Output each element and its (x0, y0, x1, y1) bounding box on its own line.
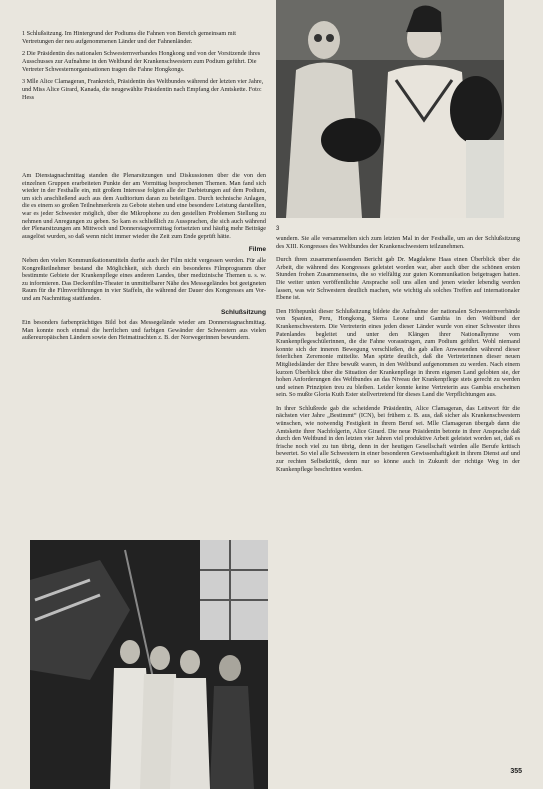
left-paragraph-3: Ein besonders farbenprächtiges Bild bot das Messegelände wieder am Donnerstagnachmittag. Man konnte noch einmal die herrlichen und farbigen Gewänder der Schwestern aus vielen außereuropäischen Ländern sowie den Heimattrachten z. B. der Norwegerinnen bewundern. (22, 319, 266, 342)
right-paragraph-2: Durch ihren zusammenfassenden Bericht gab Dr. Magdalene Haas einen Überblick über die Arbeit, die während des Kongresses geleistet worden war, aber auch über die schönen ersten Stunden frohen Zusammenseins, die so vielfältig zur guten Kommunikation beigetragen hatten. Die weiter unten veröffentlichte Ansprache soll uns allen und jenen wieder lebendig werden lassen, was wir Schwestern deutlich machen, wie wichtig als solches Treffen auf internationaler Ebene ist. (276, 256, 520, 302)
left-paragraph-1: Am Dienstagnachmittag standen die Plenarsitzungen und Diskussionen über die von den einzelnen Gruppen erarbeiteten Punkte der am Vormittag besprochenen Themen. Man fand sich wieder in der Festhalle ein, mit großem Interesse folgten alle der Darbietungen auf dem Podium, um sich anschließend auch aus dem Auditorium daran zu beteiligen. Durch technische Anlagen, die es einem so großen Teilnehmerkreis zu Gebote stehen und eine besondere Leistung darstellten, war es jeder Schwester möglich, über die Mikrophone zu den gestellten Problemen Stellung zu nehmen und Anregungen zu geben. So kam es schließlich zu Aussprachen, die sich auch während der Plenarsitzungen am Mittwoch und Donnerstagvormittag fortsetzten und häufig mehr Beiträge ausgelöst wurden, so daß wenn nicht immer wieder die Zeit zum Ende geprüft hätte. (22, 172, 266, 240)
right-paragraph-1: wundern. Sie alle versammelten sich zum letzten Mal in der Festhalle, um an der Schlußsitzung des XIII. Kongresses des Weltbundes der Krankenschwestern teilzunehmen. (276, 235, 520, 250)
left-column (22, 172, 266, 348)
photo-presidents-image (276, 0, 504, 218)
section-heading-filme: Filme (248, 246, 266, 254)
right-body (276, 235, 520, 473)
right-paragraph-3: Den Höhepunkt dieser Schlußsitzung bildete die Aufnahme der nationalen Schwesternverbände von Spanien, Peru, Hongkong, Sierra Leone und Gambia in den Weltbund der Krankenschwestern. Die Vertreterin eines jeden dieser Länder wurde von einer Schwester ihres Patenlandes begleitet und unter den Klängen ihrer Nationalhymne vom Krankenpflegeschülerinnen, die die Fahne voraustrugen, zum Podium geführt. Wohl niemand konnte sich der inneren Bewegung verschließen, die gab allen Anwesenden während dieser feierlichen Zeremonie mitteilte. Man spürte deutlich, daß die Vertreterinnen dieser neuen Mitgliedsländer der Ehre bewußt waren, in den Weltbund aufgenommen zu werden. Nach einem kurzen Überblick über die Situation der Krankenpflege in ihrem eigenen Land gelobten sie, der hohen Anforderungen des Weltbundes an das Niveau der Krankenpflege stets gerecht zu werden und seinen Prinzipien treu zu bleiben. Leider konnte keine Vertreterin aus Gambia erscheinen sein. So mußte Gloria Kuth Ester stellvertretend für dieses Land die Verpflichtungen aus. (276, 307, 520, 399)
right-column (276, 235, 520, 479)
caption-2: 2 Die Präsidentin des nationalen Schwesternverbandes Hongkong und von der Vorsitzende ihres Ausschusses zur Aufnahme in den Weltbund der Krankenschwestern zum Podium geführt. Die Vertreter Schwesternorganisationen tragen die Fahne Hongkongs. (22, 50, 261, 73)
caption-3: 3 Mlle Alice Clamageran, Frankreich, Präsidentin des Weltbundes während der letzten vier Jahre, und Miss Alice Girard, Kanada, die neugewählte Präsidentin nach Empfang der Amtskette. Foto: Hess (22, 78, 264, 101)
photo-flag-procession (30, 540, 268, 789)
photo-presidents (276, 0, 504, 218)
photo-captions (22, 30, 266, 106)
photo-number-3: 3 (276, 226, 280, 232)
page-number: 355 (510, 768, 522, 775)
left-body (22, 172, 266, 342)
right-paragraph-4: In ihrer Schlußrede gab die scheidende Präsidentin, Alice Clamageran, das Leitwort für die nächsten vier Jahre „Bestimmt“ (ICN), bei frühem z. B. aus, daß sicher als Krankenschwestern wünschen, wie notwendig Festigkeit in ihrem Beruf sei. Mlle Clamageran übergab dann die Amtskette ihrer Nachfolgerin, Alice Girard. Die neue Präsidentin betonte in ihrer Ansprache daß durch den Weltbund in den letzten vier Jahren viel produktive Arbeit geleistet worden sei, daß es frische noch viel zu tun übrig, denn in der heutigen Gesellschaft würden alle Berufe kritisch bewertet. So viel alle Schwestern in einer besonderen Gewissenhaftigkeit in ihrem Dienst auf und zur rechten Selbstkritik, denn nur so könne auch in Zukunft der richtige Weg in der Krankenpflege beschritten werden. (276, 404, 520, 473)
photo-flag-procession-image (30, 540, 268, 789)
section-heading-schlusssitzung: Schlußsitzung (220, 308, 266, 316)
caption-1: 1 Schlußsitzung. Im Hintergrund der Podiums die Fahnen von Bereich gemeinsam mit Vertretungen der neu aufgenommenen Länder und der Fahnenländer. (22, 30, 237, 45)
left-paragraph-2: Neben den vielen Kommunikationsmitteln durfte auch der Film nicht vergessen werden. Für alle Kongreßteilnehmer bestand die Möglichkeit, sich durch ein besonderes Filmprogramm über bestimmte Gebiete der Krankenpflege eines anderen Landes, über medizinische Themen u. s. w. zu informieren. Das Deckenfilm-Theater in unmittelbarer Nähe des Messegeländes bot geeigneten Raum für die Filmvorführungen in vier Staffeln, die während der Dauer des Kongresses am Vor- und am Nachmittag stattfanden. (22, 256, 266, 302)
